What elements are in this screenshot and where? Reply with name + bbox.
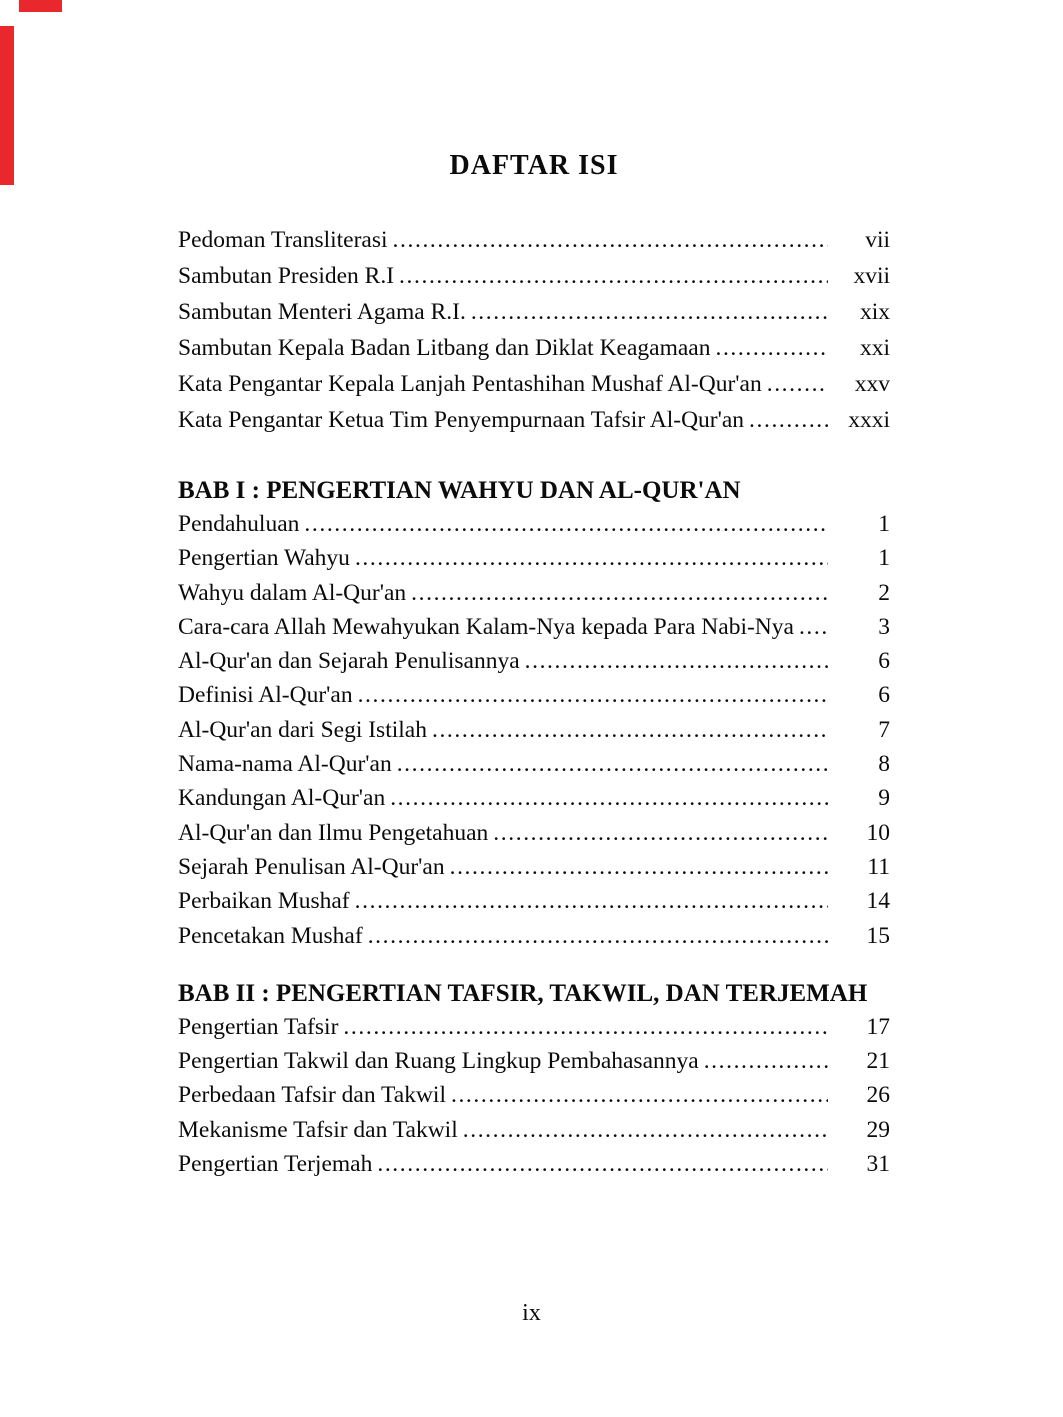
toc-entry-label: Sambutan Menteri Agama R.I.: [178, 299, 466, 325]
toc-entry-page: xxxi: [848, 407, 890, 433]
dot-leader: [493, 816, 828, 850]
chapter-list: [178, 474, 890, 1181]
toc-entry: [178, 678, 890, 712]
toc-entry: [178, 1044, 890, 1078]
toc-entry: [178, 1147, 890, 1181]
dot-leader: [767, 366, 828, 402]
dot-leader: [451, 1078, 828, 1112]
toc-entry: [178, 366, 890, 402]
toc-entry-page: 1: [878, 511, 890, 537]
toc-entry-page: 10: [866, 819, 890, 846]
chapter-entries: [178, 1010, 890, 1181]
toc-entry: [178, 919, 890, 953]
toc-entry-page: 1: [878, 545, 890, 572]
toc-entry-label: Al-Qur'an dari Segi Istilah: [178, 716, 427, 743]
dot-leader: [304, 507, 828, 541]
toc-entry-label: Kandungan Al-Qur'an: [178, 785, 386, 812]
dot-leader: [355, 884, 828, 918]
toc-entry: [178, 507, 890, 541]
toc-entry-page: 7: [878, 716, 890, 743]
chapter-entries: [178, 507, 890, 953]
toc-entry: [178, 294, 890, 330]
toc-entry-label: Pedoman Transliterasi: [178, 227, 388, 253]
toc-entry: [178, 1078, 890, 1112]
toc-entry: [178, 884, 890, 918]
toc-entry: [178, 258, 890, 294]
page-title: DAFTAR ISI: [449, 150, 619, 181]
toc-entry-page: 14: [866, 888, 890, 915]
dot-leader: [450, 850, 828, 884]
red-scan-mark-horizontal: [19, 0, 62, 12]
toc-entry-page: xxv: [854, 371, 890, 397]
toc-entry: [178, 541, 890, 575]
toc-entry-label: Definisi Al-Qur'an: [178, 682, 353, 709]
toc-entry-label: Mekanisme Tafsir dan Takwil: [178, 1116, 458, 1143]
dot-leader: [749, 402, 828, 438]
dot-leader: [704, 1044, 828, 1078]
toc-entry: [178, 747, 890, 781]
front-matter-list: [178, 222, 890, 438]
toc-entry-label: Perbaikan Mushaf: [178, 888, 350, 915]
toc-entry-label: Nama-nama Al-Qur'an: [178, 751, 392, 778]
dot-leader: [368, 919, 828, 953]
toc-entry-label: Wahyu dalam Al-Qur'an: [178, 579, 407, 606]
dot-leader: [525, 644, 828, 678]
toc-entry-label: Kata Pengantar Kepala Lanjah Pentashihan Mushaf Al-Qur'an: [178, 371, 762, 397]
toc-entry-page: 31: [866, 1151, 890, 1178]
toc-entry: [178, 576, 890, 610]
toc-entry-label: Al-Qur'an dan Sejarah Penulisannya: [178, 648, 520, 675]
toc-entry-page: 8: [878, 751, 890, 778]
dot-leader: [471, 294, 828, 330]
dot-leader: [393, 222, 828, 258]
toc-content: [178, 150, 890, 1181]
dot-leader: [390, 781, 828, 815]
dot-leader: [355, 541, 828, 575]
toc-entry-label: Pengertian Wahyu: [178, 545, 350, 572]
toc-entry: [178, 644, 890, 678]
toc-entry: [178, 402, 890, 438]
toc-entry-page: 17: [866, 1013, 890, 1040]
toc-entry: [178, 330, 890, 366]
toc-entry-page: 2: [878, 579, 890, 606]
chapter-heading: BAB I : PENGERTIAN WAHYU DAN AL-QUR'AN: [178, 477, 741, 504]
dot-leader: [399, 258, 828, 294]
toc-entry-page: xix: [859, 299, 890, 325]
toc-entry-label: Perbedaan Tafsir dan Takwil: [178, 1082, 446, 1109]
toc-entry: [178, 713, 890, 747]
chapter-heading: BAB II : PENGERTIAN TAFSIR, TAKWIL, DAN TERJEMAH: [178, 979, 868, 1007]
toc-entry-page: 3: [878, 613, 890, 640]
toc-entry-page: 29: [866, 1116, 890, 1143]
toc-entry-label: Pengertian Tafsir: [178, 1013, 339, 1040]
toc-entry: [178, 816, 890, 850]
red-scan-mark-vertical: [0, 26, 14, 185]
toc-entry-label: Sejarah Penulisan Al-Qur'an: [178, 853, 445, 880]
toc-entry-label: Kata Pengantar Ketua Tim Penyempurnaan Tafsir Al-Qur'an: [178, 407, 745, 433]
dot-leader: [358, 678, 828, 712]
dot-leader: [343, 1010, 828, 1044]
toc-entry-page: vii: [865, 227, 890, 253]
toc-entry-page: 6: [878, 682, 890, 709]
dot-leader: [463, 1113, 828, 1147]
toc-entry-label: Al-Qur'an dan Ilmu Pengetahuan: [178, 819, 489, 846]
toc-entry-page: 9: [878, 785, 890, 812]
toc-entry-label: Sambutan Presiden R.I: [178, 263, 395, 289]
toc-entry: [178, 610, 890, 644]
toc-entry: [178, 781, 890, 815]
toc-entry-page: 11: [867, 853, 890, 880]
dot-leader: [411, 576, 828, 610]
toc-entry-page: 26: [866, 1082, 890, 1109]
toc-entry: [178, 1010, 890, 1044]
toc-entry: [178, 1113, 890, 1147]
toc-entry-label: Pengertian Takwil dan Ruang Lingkup Pembahasannya: [178, 1048, 699, 1075]
toc-entry-label: Sambutan Kepala Badan Litbang dan Diklat Keagamaan: [178, 335, 711, 361]
dot-leader: [432, 713, 828, 747]
toc-entry: [178, 850, 890, 884]
toc-entry-page: 21: [866, 1048, 890, 1075]
toc-entry-label: Pencetakan Mushaf: [178, 922, 363, 949]
toc-entry: [178, 222, 890, 258]
page-number: ix: [522, 1300, 541, 1326]
toc-entry-label: Pendahuluan: [178, 511, 300, 537]
toc-entry-page: xxi: [859, 335, 890, 361]
dot-leader: [377, 1147, 828, 1181]
toc-entry-label: Cara-cara Allah Mewahyukan Kalam-Nya kepada Para Nabi-Nya: [178, 613, 794, 640]
toc-entry-page: 6: [878, 648, 890, 675]
chapter-section: [178, 977, 890, 1181]
toc-entry-page: 15: [866, 922, 890, 949]
chapter-section: [178, 474, 890, 953]
dot-leader: [397, 747, 828, 781]
dot-leader: [799, 610, 828, 644]
dot-leader: [715, 330, 828, 366]
toc-entry-label: Pengertian Terjemah: [178, 1151, 373, 1178]
toc-entry-page: xvii: [853, 263, 890, 289]
